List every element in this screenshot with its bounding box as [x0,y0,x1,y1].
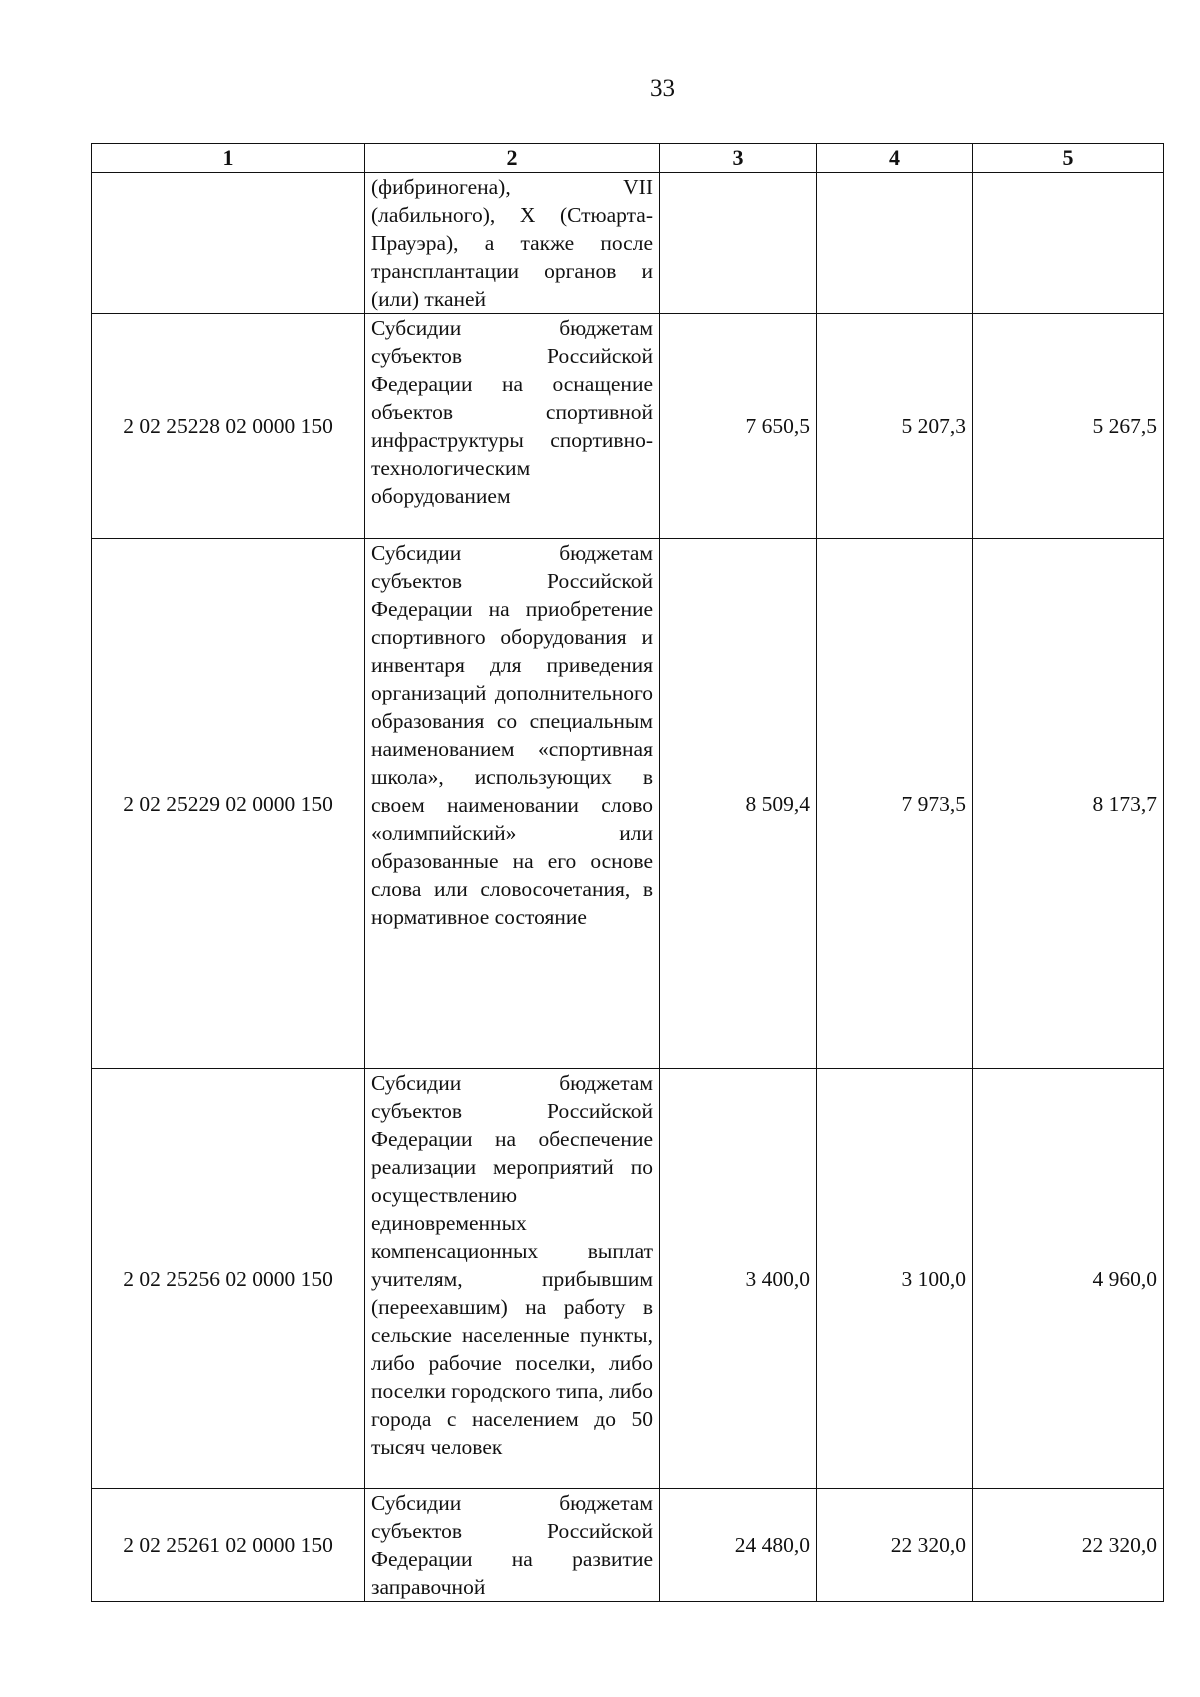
row-description: Субсидии бюджетам субъектов Российской Федерации на приобретение спортивного оборудования и инвентаря для приведения организаций дополнительного образования со специальным наименованием «спортивная школа», использующих в своем наименовании слово «олимпийский» или образованные на его основе слова или словосочетания, в нормативное состояние [365,539,660,1069]
row-description: Субсидии бюджетам субъектов Российской Федерации на развитие заправочной [365,1489,660,1602]
row-value-col3: 3 400,0 [660,1069,817,1489]
table-row [92,1489,1164,1602]
row-value-col5: 22 320,0 [973,1489,1164,1602]
header-col-2: 2 [365,144,660,173]
row-value-col3 [660,173,817,314]
header-col-4: 4 [817,144,973,173]
page-number: 33 [650,75,675,102]
row-code: 2 02 25228 02 0000 150 [92,314,365,539]
row-value-col4 [817,173,973,314]
row-value-col4: 5 207,3 [817,314,973,539]
row-code: 2 02 25229 02 0000 150 [92,539,365,1069]
row-description: (фибриногена), VII (лабильного), X (Стюарта-Прауэра), а также после трансплантации органов и (или) тканей [365,173,660,314]
budget-table [91,143,1164,1602]
table-row [92,314,1164,539]
row-description: Субсидии бюджетам субъектов Российской Федерации на оснащение объектов спортивной инфраструктуры спортивно-технологическим оборудованием [365,314,660,539]
row-value-col5: 5 267,5 [973,314,1164,539]
row-value-col4: 22 320,0 [817,1489,973,1602]
row-value-col5 [973,173,1164,314]
row-code: 2 02 25256 02 0000 150 [92,1069,365,1489]
row-value-col4: 7 973,5 [817,539,973,1069]
row-value-col5: 8 173,7 [973,539,1164,1069]
row-code: 2 02 25261 02 0000 150 [92,1489,365,1602]
row-code [92,173,365,314]
table-header-row [92,144,1164,173]
table-row [92,539,1164,1069]
row-value-col3: 24 480,0 [660,1489,817,1602]
row-value-col3: 8 509,4 [660,539,817,1069]
header-col-1: 1 [92,144,365,173]
header-col-3: 3 [660,144,817,173]
row-description: Субсидии бюджетам субъектов Российской Федерации на обеспечение реализации мероприятий по осуществлению единовременных компенсационных выплат учителям, прибывшим (переехавшим) на работу в сельские населенные пункты, либо рабочие поселки, либо поселки городского типа, либо города с населением до 50 тысяч человек [365,1069,660,1489]
table-row [92,1069,1164,1489]
header-col-5: 5 [973,144,1164,173]
table-row [92,173,1164,314]
row-value-col5: 4 960,0 [973,1069,1164,1489]
row-value-col4: 3 100,0 [817,1069,973,1489]
row-value-col3: 7 650,5 [660,314,817,539]
